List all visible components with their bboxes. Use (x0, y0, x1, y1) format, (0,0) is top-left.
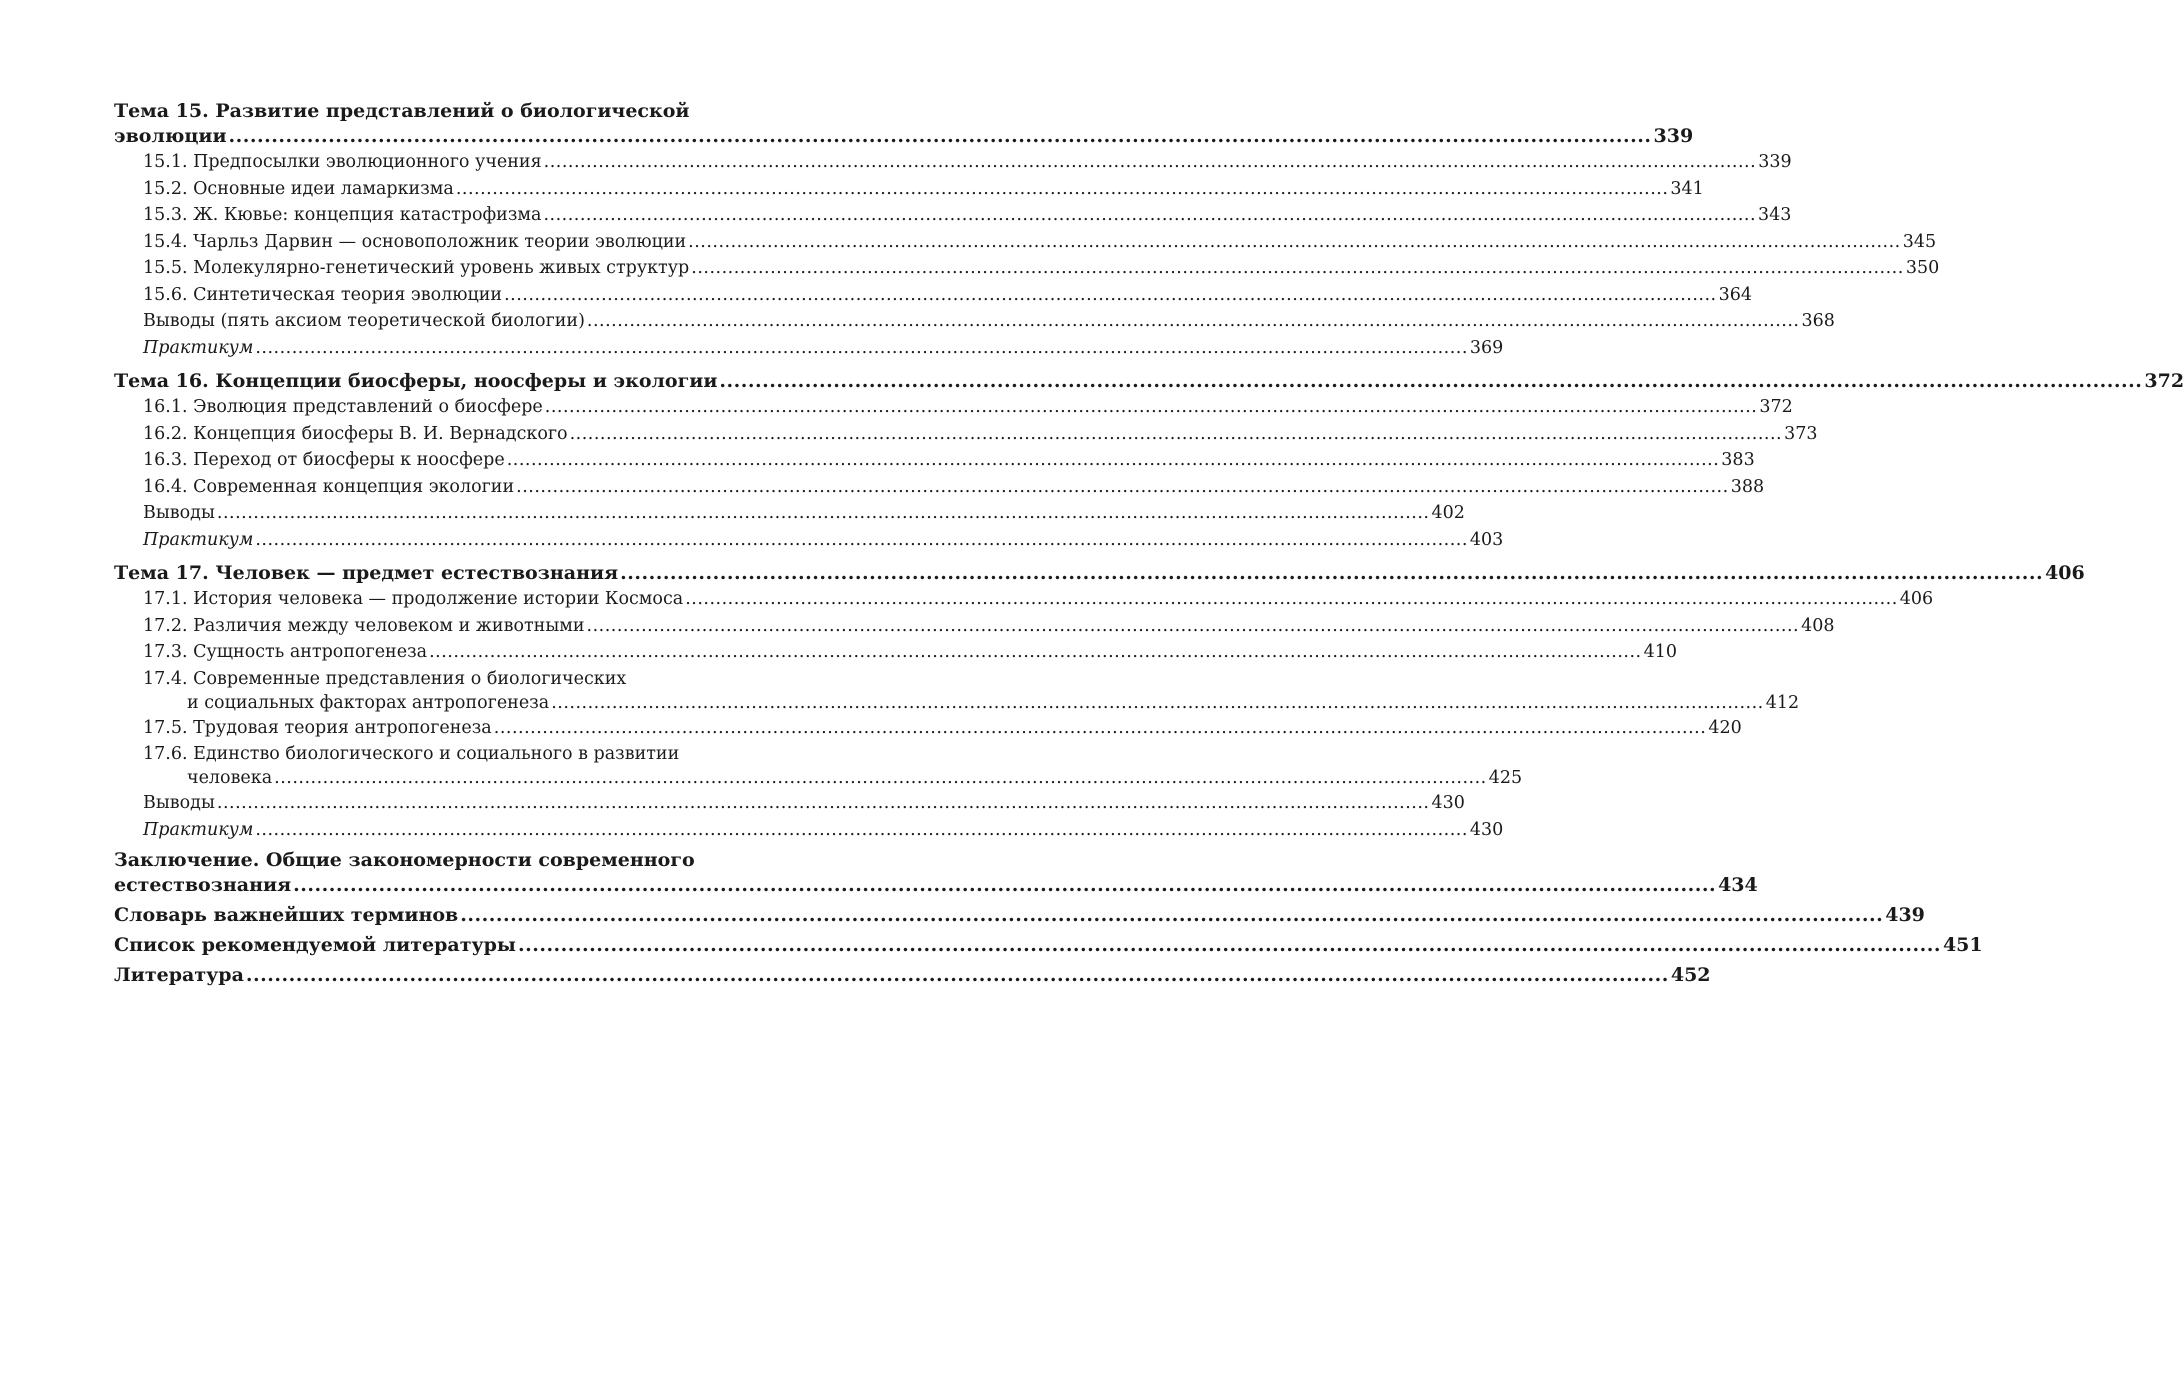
toc-page-number: 341 (1670, 178, 1704, 199)
toc-topic-title-line2: естествознания (114, 874, 292, 896)
toc-page-number: 402 (1431, 503, 1465, 523)
toc-page-number: 364 (1718, 284, 1753, 305)
toc-item-title: 16.1. Эволюция представлений о биосфере (143, 397, 543, 417)
toc-conclusion[interactable] (114, 848, 1758, 898)
toc-topic-title: Словарь важнейших терминов (114, 904, 459, 926)
toc-item-title: Выводы (143, 503, 215, 523)
toc-item[interactable] (114, 255, 1940, 282)
dot-leader (255, 527, 1468, 554)
dot-leader (516, 474, 1729, 501)
toc-page-number: 439 (1885, 904, 1925, 926)
toc-page-number: 430 (1469, 819, 1504, 840)
toc-item[interactable] (114, 639, 1678, 666)
toc-literature[interactable] (114, 963, 1711, 988)
toc-page-number: 339 (1653, 125, 1694, 147)
toc-item[interactable] (114, 586, 1934, 613)
toc-item[interactable] (114, 613, 1835, 640)
dot-leader (688, 229, 1901, 256)
toc-recommended-literature[interactable] (114, 933, 1983, 958)
dot-leader (460, 903, 1883, 928)
toc-item-title-line1: 17.6. Единство биологического и социального в развитии (143, 744, 680, 764)
toc-item-title: Практикум (143, 819, 254, 840)
dot-leader (255, 817, 1468, 844)
dot-leader (429, 639, 1642, 666)
toc-page-number: 420 (1708, 717, 1742, 738)
toc-item[interactable] (114, 715, 1742, 742)
dot-leader (507, 447, 1720, 474)
toc-item-title: 15.4. Чарльз Дарвин — основоположник теории эволюции (143, 231, 687, 252)
dot-leader (551, 691, 1764, 715)
toc-item-conclusions[interactable] (114, 308, 1835, 335)
toc-item[interactable] (114, 282, 1753, 309)
toc-item-title-line2: человека (187, 768, 273, 788)
dot-leader (229, 124, 1652, 149)
toc-item[interactable] (114, 394, 1793, 421)
dot-leader (255, 335, 1468, 362)
toc-page-number: 383 (1721, 450, 1755, 470)
toc-page-number: 412 (1765, 692, 1800, 713)
dot-leader (544, 149, 1757, 176)
toc-page-number: 369 (1469, 337, 1504, 358)
toc-page-number: 452 (1670, 964, 1711, 986)
toc-page-number: 373 (1784, 423, 1818, 444)
toc-item[interactable] (114, 668, 1800, 715)
toc-item-practicum[interactable] (114, 527, 1504, 554)
toc-item-title: Выводы (143, 793, 215, 813)
toc-topic-17[interactable] (114, 561, 2085, 586)
dot-leader (217, 500, 1430, 527)
dot-leader (246, 963, 1669, 988)
toc-topic-title: Список рекомендуемой литературы (114, 934, 516, 956)
toc-page-number: 343 (1758, 205, 1792, 225)
toc-page-number: 434 (1718, 874, 1758, 896)
toc-item-conclusions[interactable] (114, 500, 1465, 527)
toc-item-title: 15.6. Синтетическая теория эволюции (143, 284, 503, 305)
toc-topic-16[interactable] (114, 369, 2184, 394)
dot-leader (587, 613, 1800, 640)
dot-leader (518, 933, 1941, 958)
toc-page-number: 406 (2045, 562, 2085, 584)
toc-item-title: Практикум (143, 529, 254, 550)
toc-topic-title: Тема 16. Концепции биосферы, ноосферы и экологии (114, 370, 718, 392)
toc-item-title: 15.3. Ж. Кювье: концепция катастрофизма (143, 205, 542, 225)
dot-leader (587, 308, 1800, 335)
toc-item-title: 15.2. Основные идеи ламаркизма (143, 178, 454, 199)
toc-page-number: 372 (1759, 397, 1793, 417)
toc-topic-title-line1: Заключение. Общие закономерности современного (114, 849, 695, 871)
toc-topic-title: Литература (114, 964, 244, 986)
dot-leader (293, 873, 1716, 898)
toc-item[interactable] (114, 229, 1937, 256)
dot-leader (494, 715, 1707, 742)
toc-page-number: 410 (1643, 642, 1678, 662)
dot-leader (456, 176, 1669, 203)
toc-page-number: 408 (1801, 615, 1835, 636)
toc-item-conclusions[interactable] (114, 790, 1465, 817)
toc-page-number: 406 (1899, 589, 1934, 609)
toc-item[interactable] (114, 743, 1523, 790)
toc-item-title: 17.5. Трудовая теория антропогенеза (143, 717, 492, 738)
dot-leader (691, 255, 1904, 282)
toc-item-title: 15.1. Предпосылки эволюционного учения (143, 152, 542, 172)
toc-item-title: 17.1. История человека — продолжение истории Космоса (143, 589, 684, 609)
toc-topic-15[interactable] (114, 99, 1694, 149)
dot-leader (545, 394, 1758, 421)
toc-item-title: 16.3. Переход от биосферы к ноосфере (143, 450, 505, 470)
toc-item[interactable] (114, 202, 1792, 229)
toc-page-number: 372 (2144, 370, 2184, 392)
dot-leader (217, 790, 1430, 817)
toc-item-title: 15.5. Молекулярно-генетический уровень живых структур (143, 258, 690, 278)
toc-page-number: 339 (1758, 152, 1792, 172)
toc-topic-title-line1: Тема 15. Развитие представлений о биологической (114, 100, 690, 122)
toc-item-title: Практикум (143, 337, 254, 358)
toc-topic-title: Тема 17. Человек — предмет естествознания (114, 562, 619, 584)
toc-item[interactable] (114, 447, 1755, 474)
toc-item-title: Выводы (пять аксиом теоретической биологии) (143, 311, 585, 331)
toc-item-title-line2: и социальных факторах антропогенеза (187, 692, 550, 713)
toc-topic-title-line2: эволюции (114, 125, 227, 147)
dot-leader (504, 282, 1717, 309)
toc-page-number: 345 (1902, 231, 1937, 252)
table-of-contents (114, 99, 2184, 988)
toc-page-number: 451 (1942, 934, 1983, 956)
toc-item-title: 16.4. Современная концепция экологии (143, 476, 515, 497)
toc-item-title: 17.2. Различия между человеком и животными (143, 615, 585, 636)
toc-page-number: 403 (1469, 529, 1504, 550)
dot-leader (719, 369, 2142, 394)
toc-page-number: 425 (1488, 768, 1523, 788)
toc-item-title: 16.2. Концепция биосферы В. И. Вернадского (143, 423, 568, 444)
toc-item-practicum[interactable] (114, 817, 1504, 844)
toc-item[interactable] (114, 149, 1792, 176)
toc-glossary[interactable] (114, 903, 1925, 928)
dot-leader (685, 586, 1898, 613)
toc-page-number: 430 (1431, 793, 1465, 813)
toc-item-title: 17.3. Сущность антропогенеза (143, 642, 428, 662)
toc-item[interactable] (114, 176, 1704, 203)
toc-item[interactable] (114, 421, 1818, 448)
dot-leader (570, 421, 1783, 448)
toc-page-number: 350 (1905, 258, 1940, 278)
toc-item-practicum[interactable] (114, 335, 1504, 362)
toc-item-title-line1: 17.4. Современные представления о биологических (143, 668, 627, 689)
dot-leader (543, 202, 1756, 229)
toc-page-number: 388 (1730, 476, 1765, 497)
toc-page-number: 368 (1801, 311, 1835, 331)
toc-item[interactable] (114, 474, 1765, 501)
dot-leader (274, 766, 1487, 790)
dot-leader (620, 561, 2043, 586)
